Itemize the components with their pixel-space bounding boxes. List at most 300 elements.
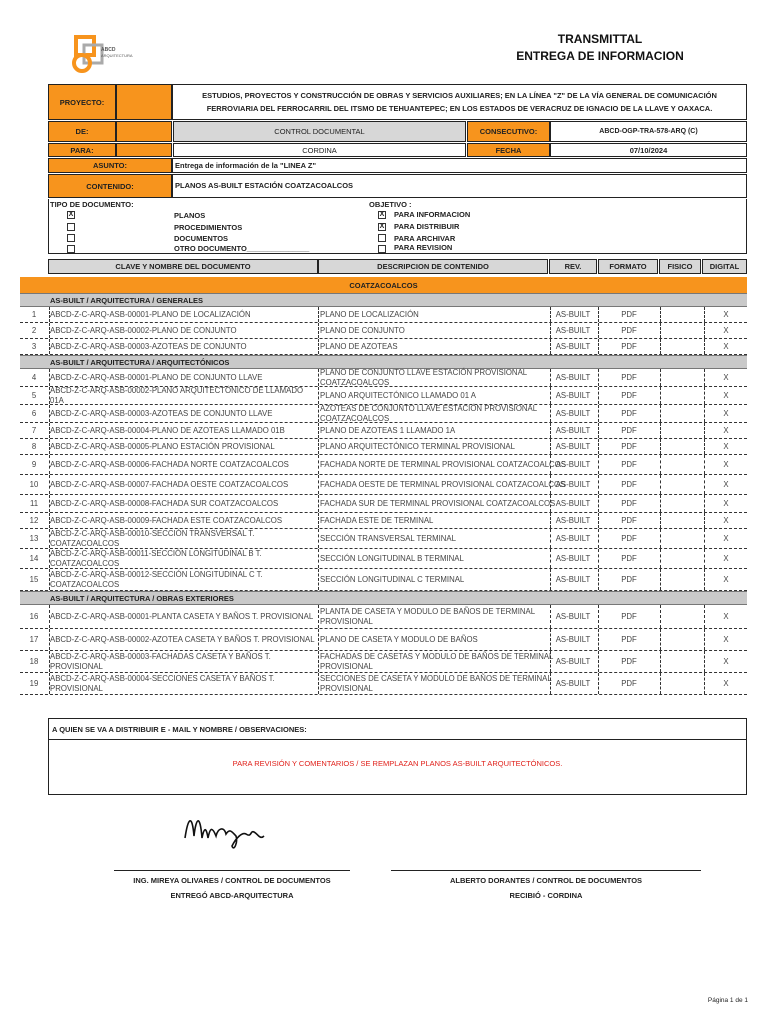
table-row — [20, 673, 747, 695]
proyecto-line-2: FERROVIARIA DEL FERROCARRIL DEL ITSMO DE TEHUANTEPEC; EN LOS ESTADOS DE VERACRUZ DE IGNACIO DE LA LLAVE Y OAXACA. — [206, 104, 713, 113]
document-description: FACHADA ESTE DE TERMINAL — [320, 515, 434, 525]
column-divider — [660, 455, 661, 474]
column-divider — [550, 455, 551, 474]
document-revision: AS-BUILT — [555, 516, 591, 525]
document-code: ABCD-Z-C-ARQ-ASB-00004-PLANO DE AZOTEAS LLAMADO 01B — [50, 425, 285, 435]
document-digital: X — [723, 679, 729, 688]
col-descripcion-header: DESCRIPCION DE CONTENIDO — [318, 259, 548, 274]
column-divider — [598, 475, 599, 494]
column-divider — [598, 455, 599, 474]
document-digital: X — [723, 657, 729, 666]
column-divider — [598, 673, 599, 694]
document-digital: X — [723, 460, 729, 469]
document-description: FACHADA OESTE DE TERMINAL PROVISIONAL COATZACOALCOS — [320, 479, 566, 489]
para-swatch — [116, 143, 172, 157]
right-signature-line — [391, 870, 701, 871]
document-revision: AS-BUILT — [555, 635, 591, 644]
column-divider — [318, 629, 319, 650]
column-divider — [318, 569, 319, 590]
column-divider — [49, 495, 50, 512]
asunto-value: Entrega de información de la "LINEA Z" — [172, 158, 747, 173]
document-description: PLANO DE CONJUNTO LLAVE ESTACIÓN PROVISIONAL COATZACOALCOS — [320, 367, 527, 387]
column-divider — [550, 439, 551, 454]
tipo-label: TIPO DE DOCUMENTO: — [50, 200, 134, 209]
proyecto-swatch — [116, 84, 172, 120]
section-header: AS-BUILT / ARQUITECTURA / OBRAS EXTERIORES — [20, 591, 747, 605]
document-description: AZOTEAS DE CONJUNTO LLAVE ESTACIÓN PROVISIONAL COATZACOALCOS — [320, 403, 537, 423]
column-divider — [550, 495, 551, 512]
column-divider — [660, 629, 661, 650]
table-row — [20, 475, 747, 495]
document-fisico — [660, 339, 704, 354]
document-revision: AS-BUILT — [555, 391, 591, 400]
column-divider — [550, 323, 551, 338]
document-fisico — [660, 439, 704, 454]
para-value: CORDINA — [173, 143, 466, 157]
document-description: PLANO DE CASETA Y MODULO DE BAÑOS — [320, 634, 478, 644]
document-code: ABCD-Z-C-ARQ-ASB-00006-FACHADA NORTE COATZACOALCOS — [50, 459, 289, 469]
section-header: AS-BUILT / ARQUITECTURA / GENERALES — [20, 293, 747, 307]
document-code: ABCD-Z-C-ARQ-ASB-00001-PLANTA CASETA Y BAÑOS T. PROVISIONAL — [50, 611, 314, 621]
column-divider — [318, 439, 319, 454]
column-divider — [49, 339, 50, 354]
column-divider — [660, 495, 661, 512]
document-description: FACHADAS DE CASETAS Y MODULO DE BAÑOS DE TERMINAL PROVISIONAL — [320, 651, 554, 671]
table-row — [20, 405, 747, 423]
document-revision: AS-BUILT — [555, 499, 591, 508]
column-divider — [550, 549, 551, 568]
column-divider — [318, 323, 319, 338]
table-row — [20, 569, 747, 591]
document-code: ABCD-Z-C-ARQ-ASB-00010-SECCIÓN TRANSVERSAL T. COATZACOALCOS — [50, 528, 255, 548]
table-row — [20, 339, 747, 355]
proyecto-label: PROYECTO: — [48, 84, 116, 120]
column-divider — [49, 569, 50, 590]
column-divider — [318, 605, 319, 628]
column-divider — [704, 307, 705, 322]
column-divider — [49, 405, 50, 422]
observaciones-box — [48, 718, 747, 795]
contenido-value: PLANOS AS-BUILT ESTACIÓN COATZACOALCOS — [172, 174, 747, 198]
column-divider — [704, 455, 705, 474]
document-description: PLANO DE AZOTEAS — [320, 341, 398, 351]
document-digital: X — [723, 391, 729, 400]
objetivo-informacion-checkbox[interactable]: X — [379, 211, 385, 218]
consecutivo-value: ABCD-OGP-TRA-578-ARQ (C) — [550, 121, 747, 142]
column-divider — [49, 475, 50, 494]
col-fisico-header: FISICO — [659, 259, 701, 274]
column-divider — [598, 495, 599, 512]
left-signer-role: ENTREGÓ ABCD-ARQUITECTURA — [170, 891, 294, 900]
column-divider — [318, 529, 319, 548]
column-divider — [704, 339, 705, 354]
column-divider — [598, 387, 599, 404]
tipo-documentos-label: DOCUMENTOS — [174, 234, 229, 243]
table-row — [20, 629, 747, 651]
column-divider — [660, 513, 661, 528]
document-subtitle: ENTREGA DE INFORMACION — [516, 49, 684, 63]
document-fisico — [660, 475, 704, 494]
document-revision: AS-BUILT — [555, 460, 591, 469]
document-fisico — [660, 513, 704, 528]
column-divider — [318, 307, 319, 322]
document-fisico — [660, 405, 704, 422]
column-divider — [704, 673, 705, 694]
row-number: 11 — [29, 499, 39, 508]
document-fisico — [660, 455, 704, 474]
document-digital: X — [723, 575, 729, 584]
left-signature-line — [114, 870, 350, 871]
document-format: PDF — [621, 635, 637, 644]
contenido-label: CONTENIDO: — [48, 174, 172, 198]
row-number: 6 — [31, 409, 37, 418]
column-divider — [660, 569, 661, 590]
document-revision: AS-BUILT — [555, 409, 591, 418]
company-logo — [68, 33, 144, 75]
row-number: 8 — [31, 442, 37, 451]
column-divider — [598, 529, 599, 548]
col-formato-header: FORMATO — [598, 259, 658, 274]
document-description: SECCIÓN LONGITUDINAL C TERMINAL — [320, 574, 465, 584]
table-row — [20, 529, 747, 549]
document-code: ABCD-Z-C-ARQ-ASB-00008-FACHADA SUR COATZACOALCOS — [50, 498, 279, 508]
left-signer-name: ING. MIREYA OLIVARES / CONTROL DE DOCUMENTOS — [133, 876, 331, 885]
tipo-documentos-checkbox[interactable] — [67, 234, 75, 242]
column-divider — [318, 455, 319, 474]
column-divider — [660, 423, 661, 438]
document-fisico — [660, 529, 704, 548]
tipo-planos-checkbox[interactable]: X — [68, 211, 74, 218]
table-row — [20, 387, 747, 405]
column-divider — [49, 513, 50, 528]
column-divider — [49, 307, 50, 322]
document-digital: X — [723, 516, 729, 525]
consecutivo-label: CONSECUTIVO: — [467, 121, 550, 142]
document-format: PDF — [621, 612, 637, 621]
proyecto-line-1: ESTUDIOS, PROYECTOS Y CONSTRUCCIÓN DE OBRAS Y SERVICIOS AUXILIARES; EN LA LÍNEA "Z" DE LA VÍA GENERAL DE COMUNICACIÓN — [202, 91, 717, 100]
column-divider — [550, 405, 551, 422]
column-divider — [598, 569, 599, 590]
row-number: 2 — [31, 326, 37, 335]
table-row — [20, 369, 747, 387]
fecha-label: FECHA — [467, 143, 550, 157]
row-number: 15 — [29, 575, 39, 584]
objetivo-distribuir-checkbox[interactable]: X — [379, 223, 385, 230]
de-label: DE: — [48, 121, 116, 142]
document-revision: AS-BUILT — [555, 426, 591, 435]
document-fisico — [660, 323, 704, 338]
document-digital: X — [723, 426, 729, 435]
document-code: ABCD-Z-C-ARQ-ASB-00001-PLANO DE CONJUNTO LLAVE — [50, 372, 263, 382]
column-divider — [704, 605, 705, 628]
column-divider — [49, 369, 50, 386]
document-revision: AS-BUILT — [555, 612, 591, 621]
para-label: PARA: — [48, 143, 116, 157]
document-revision: AS-BUILT — [555, 480, 591, 489]
column-divider — [49, 605, 50, 628]
document-format: PDF — [621, 326, 637, 335]
column-divider — [704, 651, 705, 672]
document-description: PLANO ARQUITECTÓNICO TERMINAL PROVISIONAL — [320, 441, 515, 451]
document-format: PDF — [621, 499, 637, 508]
section-header: AS-BUILT / ARQUITECTURA / ARQUITECTÓNICOS — [20, 355, 747, 369]
column-divider — [49, 423, 50, 438]
document-description: FACHADA NORTE DE TERMINAL PROVISIONAL COATZACOALCOS — [320, 459, 566, 469]
row-number: 5 — [31, 391, 37, 400]
document-code: ABCD-Z-C-ARQ-ASB-00002-PLANO DE CONJUNTO — [50, 325, 237, 335]
row-number: 12 — [29, 516, 39, 525]
column-divider — [49, 673, 50, 694]
column-divider — [598, 339, 599, 354]
column-divider — [550, 651, 551, 672]
document-revision: AS-BUILT — [555, 310, 591, 319]
document-fisico — [660, 387, 704, 404]
document-description: PLANO ARQUITECTÓNICO LLAMADO 01 A — [320, 390, 476, 400]
document-code: ABCD-Z-C-ARQ-ASB-00009-FACHADA ESTE COATZACOALCOS — [50, 515, 283, 525]
table-row — [20, 307, 747, 323]
document-format: PDF — [621, 516, 637, 525]
document-fisico — [660, 629, 704, 650]
table-row — [20, 439, 747, 455]
document-format: PDF — [621, 442, 637, 451]
column-divider — [318, 651, 319, 672]
column-divider — [318, 475, 319, 494]
column-divider — [318, 423, 319, 438]
table-row — [20, 513, 747, 529]
logo-text — [101, 48, 133, 58]
col-digital-header: DIGITAL — [702, 259, 747, 274]
column-divider — [318, 549, 319, 568]
column-divider — [704, 495, 705, 512]
document-format: PDF — [621, 679, 637, 688]
document-revision: AS-BUILT — [555, 679, 591, 688]
document-code: ABCD-Z-C-ARQ-ASB-00011-SECCIÓN LONGITUDINAL B T. COATZACOALCOS — [50, 548, 262, 568]
row-number: 17 — [29, 635, 39, 644]
column-divider — [660, 307, 661, 322]
document-code: ABCD-Z-C-ARQ-ASB-00007-FACHADA OESTE COATZACOALCOS — [50, 479, 289, 489]
objetivo-informacion-label: PARA INFORMACION — [394, 210, 471, 219]
document-title: TRANSMITTAL — [557, 32, 643, 46]
column-divider — [704, 369, 705, 386]
tipo-otro-checkbox[interactable] — [67, 245, 75, 253]
table-row — [20, 423, 747, 439]
document-fisico — [660, 605, 704, 628]
objetivo-distribuir-label: PARA DISTRIBUIR — [394, 222, 460, 231]
logo-sub: ARQUITECTURA — [101, 53, 133, 58]
document-revision: AS-BUILT — [555, 657, 591, 666]
tipo-otro-label: OTRO DOCUMENTO_______________ — [174, 244, 310, 253]
observaciones-label: A QUIEN SE VA A DISTRIBUIR E - MAIL Y NOMBRE / OBSERVACIONES: — [49, 719, 746, 740]
document-format: PDF — [621, 460, 637, 469]
document-format: PDF — [621, 575, 637, 584]
table-row — [20, 549, 747, 569]
table-row — [20, 605, 747, 629]
column-divider — [318, 369, 319, 386]
column-divider — [704, 569, 705, 590]
document-description: PLANO DE CONJUNTO — [320, 325, 405, 335]
column-divider — [550, 423, 551, 438]
column-divider — [318, 513, 319, 528]
document-code: ABCD-Z-C-ARQ-ASB-00004-SECCIONES CASETA Y BAÑOS T. PROVISIONAL — [50, 673, 275, 693]
document-revision: AS-BUILT — [555, 442, 591, 451]
column-divider — [49, 323, 50, 338]
column-divider — [49, 549, 50, 568]
column-divider — [704, 475, 705, 494]
column-divider — [550, 529, 551, 548]
document-code: ABCD-Z-C-ARQ-ASB-00003-FACHADAS CASETA Y BAÑOS T. PROVISIONAL — [50, 651, 271, 671]
objetivo-revision-checkbox[interactable] — [378, 245, 386, 253]
document-fisico — [660, 495, 704, 512]
document-description: PLANO DE AZOTEAS 1 LLAMADO 1A — [320, 425, 456, 435]
column-divider — [318, 387, 319, 404]
row-number: 19 — [29, 679, 39, 688]
column-divider — [49, 651, 50, 672]
column-divider — [660, 323, 661, 338]
document-format: PDF — [621, 534, 637, 543]
column-divider — [318, 405, 319, 422]
document-digital: X — [723, 635, 729, 644]
column-divider — [598, 629, 599, 650]
column-divider — [660, 439, 661, 454]
column-divider — [704, 513, 705, 528]
column-divider — [550, 513, 551, 528]
column-divider — [660, 651, 661, 672]
column-divider — [598, 605, 599, 628]
document-digital: X — [723, 409, 729, 418]
column-divider — [660, 605, 661, 628]
document-digital: X — [723, 342, 729, 351]
row-number: 13 — [29, 534, 39, 543]
document-revision: AS-BUILT — [555, 342, 591, 351]
document-digital: X — [723, 373, 729, 382]
page-number: Página 1 de 1 — [707, 997, 748, 1004]
document-format: PDF — [621, 310, 637, 319]
document-code: ABCD-Z-C-ARQ-ASB-00002-PLANO ARQUITECTÓNICO DE LLAMADO 01A — [50, 385, 304, 405]
column-divider — [660, 475, 661, 494]
document-digital: X — [723, 534, 729, 543]
document-format: PDF — [621, 657, 637, 666]
tipo-procedimientos-checkbox[interactable] — [67, 223, 75, 231]
document-digital: X — [723, 326, 729, 335]
column-divider — [598, 513, 599, 528]
tipo-procedimientos-label: PROCEDIMIENTOS — [174, 223, 243, 232]
asunto-label: ASUNTO: — [48, 158, 172, 173]
row-number: 7 — [31, 426, 37, 435]
column-divider — [550, 475, 551, 494]
column-divider — [598, 405, 599, 422]
right-signer-role: RECIBIÓ - CORDINA — [509, 891, 583, 900]
column-divider — [550, 605, 551, 628]
column-divider — [598, 369, 599, 386]
column-divider — [704, 405, 705, 422]
column-divider — [49, 529, 50, 548]
document-format: PDF — [621, 342, 637, 351]
row-number: 16 — [29, 612, 39, 621]
column-divider — [704, 387, 705, 404]
document-code: ABCD-Z-C-ARQ-ASB-00012-SECCIÓN LONGITUDINAL C T. COATZACOALCOS — [50, 569, 263, 589]
document-format: PDF — [621, 391, 637, 400]
signature — [180, 808, 280, 863]
column-divider — [660, 673, 661, 694]
document-fisico — [660, 307, 704, 322]
document-revision: AS-BUILT — [555, 534, 591, 543]
column-divider — [660, 387, 661, 404]
row-number: 18 — [29, 657, 39, 666]
column-divider — [660, 405, 661, 422]
document-digital: X — [723, 310, 729, 319]
column-divider — [704, 529, 705, 548]
table-row — [20, 651, 747, 673]
column-divider — [704, 549, 705, 568]
row-number: 14 — [29, 554, 39, 563]
column-divider — [49, 629, 50, 650]
document-digital: X — [723, 499, 729, 508]
document-description: FACHADA SUR DE TERMINAL PROVISIONAL COATZACOALCOS — [320, 498, 556, 508]
de-swatch — [116, 121, 172, 142]
document-digital: X — [723, 442, 729, 451]
proyecto-value — [172, 84, 747, 120]
document-fisico — [660, 549, 704, 568]
column-divider — [704, 323, 705, 338]
column-divider — [704, 423, 705, 438]
column-divider — [550, 339, 551, 354]
objetivo-archivar-label: PARA ARCHIVAR — [394, 234, 456, 243]
table-row — [20, 455, 747, 475]
row-number: 1 — [31, 310, 37, 319]
document-code: ABCD-Z-C-ARQ-ASB-00003-AZOTEAS DE CONJUNTO LLAVE — [50, 408, 273, 418]
document-description: PLANTA DE CASETA Y MODULO DE BAÑOS DE TERMINAL PROVISIONAL — [320, 606, 535, 626]
column-divider — [660, 549, 661, 568]
document-revision: AS-BUILT — [555, 326, 591, 335]
tipo-planos-label: PLANOS — [174, 211, 206, 220]
column-divider — [660, 369, 661, 386]
column-divider — [598, 651, 599, 672]
document-format: PDF — [621, 426, 637, 435]
column-divider — [550, 307, 551, 322]
row-number: 4 — [31, 373, 37, 382]
column-divider — [49, 455, 50, 474]
column-divider — [550, 569, 551, 590]
objetivo-archivar-checkbox[interactable] — [378, 234, 386, 242]
document-digital: X — [723, 480, 729, 489]
document-revision: AS-BUILT — [555, 554, 591, 563]
col-clave-header: CLAVE Y NOMBRE DEL DOCUMENTO — [48, 259, 318, 274]
column-divider — [550, 629, 551, 650]
document-format: PDF — [621, 554, 637, 563]
document-description: SECCIÓN TRANSVERSAL TERMINAL — [320, 533, 456, 543]
row-number: 10 — [29, 480, 39, 489]
column-divider — [598, 549, 599, 568]
column-divider — [550, 387, 551, 404]
document-fisico — [660, 423, 704, 438]
document-code: ABCD-Z-C-ARQ-ASB-00001-PLANO DE LOCALIZACIÓN — [50, 309, 251, 319]
document-code: ABCD-Z-C-ARQ-ASB-00005-PLANO ESTACIÓN PROVISIONAL — [50, 441, 275, 451]
document-description: SECCIÓN LONGITUDINAL B TERMINAL — [320, 553, 464, 563]
document-fisico — [660, 569, 704, 590]
column-divider — [704, 629, 705, 650]
right-signer-name: ALBERTO DORANTES / CONTROL DE DOCUMENTOS — [449, 876, 643, 885]
location-band: COATZACOALCOS — [20, 277, 747, 293]
column-divider — [550, 673, 551, 694]
document-fisico — [660, 673, 704, 694]
objetivo-label: OBJETIVO : — [369, 200, 412, 209]
column-divider — [550, 369, 551, 386]
column-divider — [660, 529, 661, 548]
document-description: PLANO DE LOCALIZACIÓN — [320, 309, 419, 319]
column-divider — [598, 307, 599, 322]
document-fisico — [660, 369, 704, 386]
document-fisico — [660, 651, 704, 672]
